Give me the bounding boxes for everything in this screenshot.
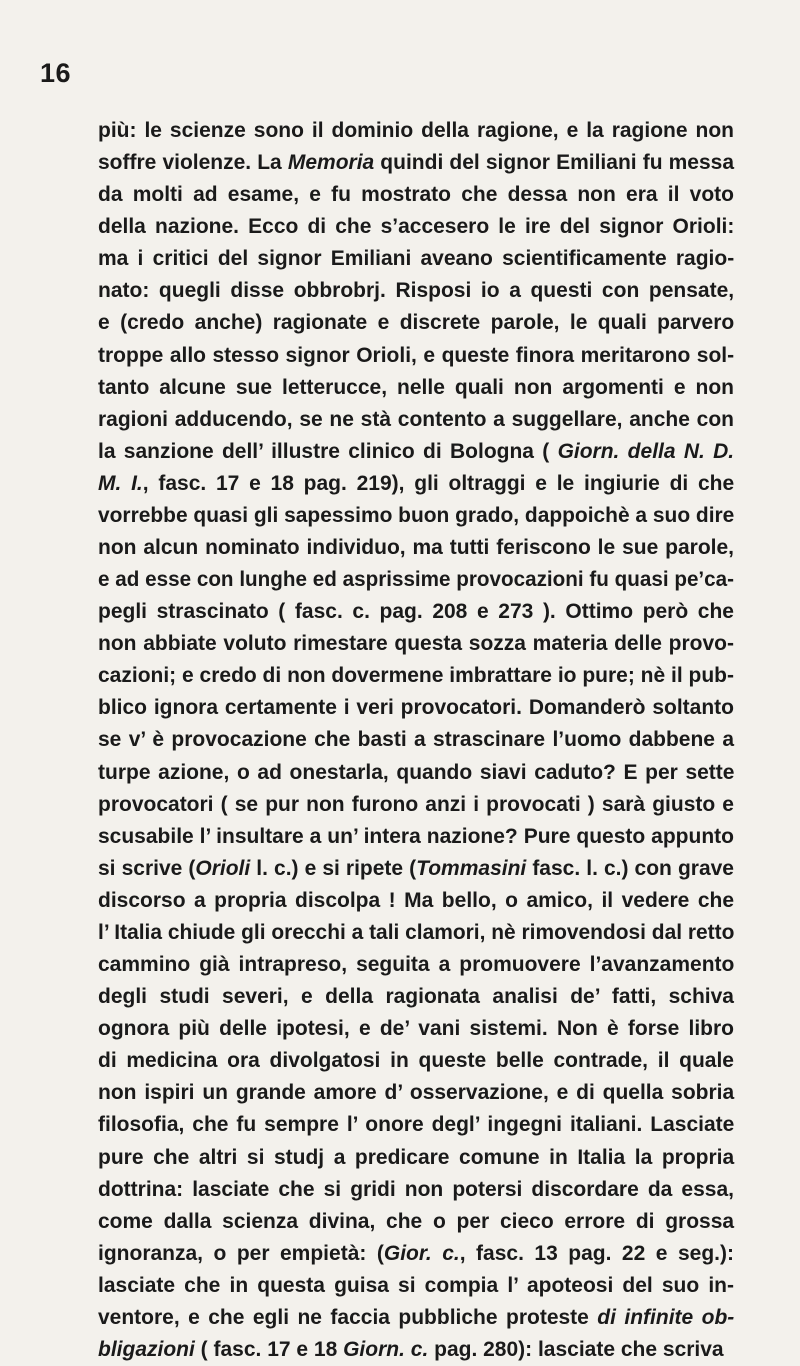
- text-line: [98, 307, 734, 339]
- italic-text: Memoria: [287, 151, 375, 175]
- text-segment: della nazione. Ecco di che s’accesero le ire del signor Orioli:: [98, 215, 735, 239]
- text-segment: provocatori ( se pur non furono anzi i provocati ) sarà giusto e: [98, 792, 734, 816]
- text-segment: discorso a propria discolpa ! Ma bello, o amico, il vedere che: [98, 888, 734, 912]
- text-line: [98, 1174, 734, 1206]
- text-line: [98, 211, 734, 243]
- italic-text: M. I.: [98, 471, 143, 495]
- text-segment: pure che altri si studj a predicare comune in Italia la propria: [98, 1145, 735, 1169]
- page-number: 16: [40, 58, 72, 88]
- text-line: [98, 564, 734, 596]
- text-segment: non ispiri un grande amore d’ osservazione, e di quella sobria: [98, 1081, 735, 1105]
- text-segment: fasc. l. c.) con grave: [526, 856, 734, 880]
- text-line: [98, 757, 734, 789]
- text-line: [98, 340, 734, 372]
- text-segment: non alcun nominato individuo, ma tutti feriscono le sue parole,: [98, 536, 734, 560]
- italic-text: bligazioni: [98, 1337, 195, 1361]
- text-segment: tanto alcune sue letterucce, nelle quali non argomenti e non: [98, 375, 734, 399]
- text-line: [98, 660, 734, 692]
- text-segment: troppe allo stesso signor Orioli, e queste finora meritarono sol-: [98, 343, 735, 367]
- italic-text: Gior. c.: [383, 1241, 460, 1265]
- text-line: [98, 1206, 734, 1238]
- text-segment: da molti ad esame, e fu mostrato che dessa non era il voto: [98, 183, 734, 207]
- text-line: [98, 147, 734, 179]
- text-segment: filosofia, che fu sempre l’ onore degl’ ingegni italiani. Lasciate: [98, 1113, 735, 1137]
- text-line: [98, 1142, 734, 1174]
- text-line: [98, 724, 734, 756]
- text-segment: vorrebbe quasi gli sapessimo buon grado, dappoichè a suo dire: [98, 503, 735, 527]
- text-segment: soffre violenze. La: [98, 151, 288, 175]
- text-line: [98, 243, 734, 275]
- text-segment: dottrina: lasciate che si gridi non potersi discordare da essa,: [98, 1177, 734, 1201]
- text-segment: cazioni; e credo di non dovermene imbrattare io pure; nè il pub-: [98, 664, 734, 688]
- text-line: [98, 821, 734, 853]
- text-line: [98, 949, 734, 981]
- text-segment: l. c.) e si ripete (: [250, 856, 417, 880]
- text-segment: l’ Italia chiude gli orecchi a tali clamori, nè rimovendosi dal retto: [98, 920, 735, 944]
- text-line: [98, 436, 734, 468]
- text-line: [98, 1334, 734, 1366]
- text-line: [98, 789, 734, 821]
- text-line: [98, 532, 734, 564]
- text-line: [98, 500, 734, 532]
- text-line: [98, 692, 734, 724]
- text-segment: ventore, e che egli ne faccia pubbliche proteste: [98, 1305, 598, 1329]
- italic-text: Giorn. c.: [343, 1337, 429, 1361]
- text-segment: , fasc. 13 pag. 22 e seg.):: [459, 1241, 734, 1265]
- italic-text: Giorn. della N. D.: [557, 439, 735, 463]
- text-line: [98, 885, 734, 917]
- text-line: [98, 1077, 734, 1109]
- text-segment: ragioni adducendo, se ne stà contento a suggellare, anche con: [98, 407, 734, 431]
- italic-text: Tommasini: [416, 856, 527, 880]
- text-segment: blico ignora certamente i veri provocatori. Domanderò soltanto: [98, 696, 734, 720]
- text-segment: pegli strascinato ( fasc. c. pag. 208 e 273 ). Ottimo però che: [98, 600, 734, 624]
- text-segment: di medicina ora divolgatosi in queste belle contrade, il quale: [98, 1049, 734, 1073]
- text-line: [98, 1045, 734, 1077]
- text-segment: ignoranza, o per empietà: (: [98, 1241, 384, 1265]
- text-line: [98, 275, 734, 307]
- body-text: [98, 115, 734, 1366]
- text-line: [98, 468, 734, 500]
- text-segment: se v’ è provocazione che basti a strascinare l’uomo dabbene a: [98, 728, 734, 752]
- text-line: [98, 115, 734, 147]
- text-segment: turpe azione, o ad onestarla, quando siavi caduto? E per sette: [98, 760, 735, 784]
- text-line: [98, 1013, 734, 1045]
- text-segment: quindi del signor Emiliani fu messa: [374, 151, 735, 175]
- text-line: [98, 179, 734, 211]
- text-segment: ma i critici del signor Emiliani aveano scientificamente ragio-: [98, 247, 735, 271]
- text-line: [98, 596, 734, 628]
- text-segment: più: le scienze sono il dominio della ragione, e la ragione non: [98, 119, 734, 142]
- text-line: [98, 628, 734, 660]
- text-segment: e ad esse con lunghe ed asprissime provocazioni fu quasi pe’ca-: [98, 568, 735, 592]
- text-segment: pag. 280): lasciate che scriva: [428, 1337, 724, 1361]
- text-segment: ( fasc. 17 e 18: [194, 1337, 344, 1361]
- text-segment: nato: quegli disse obbrobrj. Risposi io a questi con pensate,: [98, 279, 735, 303]
- text-line: [98, 917, 734, 949]
- text-line: [98, 404, 734, 436]
- text-line: [98, 372, 734, 404]
- text-segment: lasciate che in questa guisa si compia l’ apoteosi del suo in-: [98, 1273, 734, 1297]
- text-line: [98, 1238, 734, 1270]
- text-line: [98, 1109, 734, 1141]
- text-segment: ognora più delle ipotesi, e de’ vani sistemi. Non è forse libro: [98, 1017, 734, 1041]
- text-segment: , fasc. 17 e 18 pag. 219), gli oltraggi e le ingiurie di che: [142, 471, 735, 495]
- text-segment: degli studi severi, e della ragionata analisi de’ fatti, schiva: [98, 985, 734, 1009]
- text-segment: e (credo anche) ragionate e discrete parole, le quali parvero: [98, 311, 735, 335]
- text-segment: come dalla scienza divina, che o per cieco errore di grossa: [98, 1209, 735, 1233]
- text-line: [98, 1302, 734, 1334]
- text-segment: si scrive (: [98, 856, 196, 880]
- italic-text: di infinite ob-: [597, 1305, 735, 1329]
- text-segment: cammino già intrapreso, seguita a promuovere l’avanzamento: [98, 953, 735, 977]
- text-line: [98, 1270, 734, 1302]
- text-segment: scusabile l’ insultare a un’ intera nazione? Pure questo appunto: [98, 824, 734, 848]
- italic-text: Orioli: [195, 856, 251, 880]
- text-segment: la sanzione dell’ illustre clinico di Bologna (: [98, 439, 558, 463]
- text-line: [98, 981, 734, 1013]
- text-line: [98, 853, 734, 885]
- text-segment: non abbiate voluto rimestare questa sozza materia delle provo-: [98, 632, 734, 656]
